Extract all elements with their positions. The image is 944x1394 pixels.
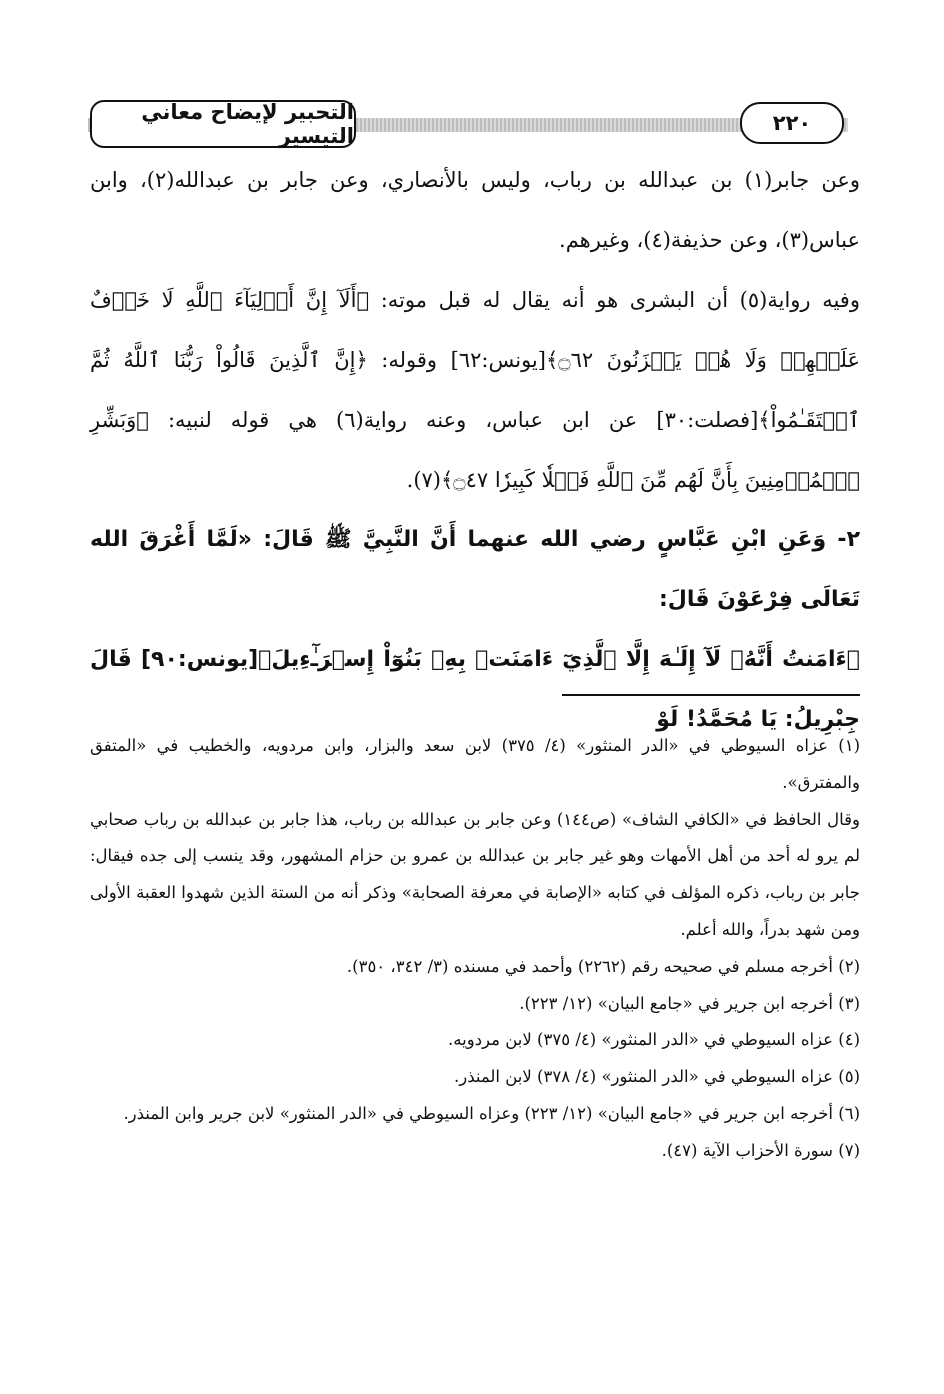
running-header <box>88 96 848 150</box>
footnote-4: (٤) عزاه السيوطي في «الدر المنثور» (٤/ ٣٧٥) لابن مردويه. <box>448 1030 860 1050</box>
footnote-separator <box>562 694 860 696</box>
footnote-3: (٣) أخرجه ابن جرير في «جامع البيان» (١٢/ ٢٢٣). <box>519 993 860 1013</box>
hadith-line-1: ٢- وَعَنِ ابْنِ عَبَّاسٍ رضي الله عنهما أَنَّ النَّبِيَّ ﷺ قَالَ: «لَمَّا أَغْرَقَ الله تَعَالَى فِرْعَوْنَ قَالَ: <box>90 527 860 612</box>
footnote-5: (٥) عزاه السيوطي في «الدر المنثور» (٤/ ٣٧٨) لابن المنذر. <box>453 1067 860 1087</box>
main-text <box>90 150 860 750</box>
footnotes <box>90 728 860 1170</box>
paragraph-2: وفيه رواية(٥) أن البشرى هو أنه يقال له قبل موته: ﴿أَلَآ إِنَّ أَوۡلِيَآءَ ٱللَّهِ لَا خَوۡفٌ عَلَيۡهِمۡ وَلَا هُمۡ يَحۡزَنُونَ ۝٦٢﴾[يونس:٦٢] وقوله: ﴿إِنَّ ٱلَّذِينَ قَالُواْ رَبُّنَا ٱللَّهُ ثُمَّ ٱسۡتَقَـٰمُواْ﴾[فصلت:٣٠] عن ابن عباس، وعنه رواية(٦) هي قوله لنبيه: ﴿وَبَشِّرِ ٱلۡمُؤۡمِنِينَ بِأَنَّ لَهُم مِّنَ ٱللَّهِ فَضۡلٗا كَبِيرٗا ۝٤٧﴾(٧). <box>90 288 861 492</box>
paragraph-1: وعن جابر(١) بن عبدالله بن رباب، وليس بالأنصاري، وعن جابر بن عبدالله(٢)، وابن عباس(٣)، وعن حذيفة(٤)، وغيرهم. <box>90 168 860 252</box>
footnote-1-continued: وقال الحافظ في «الكافي الشاف» (ص١٤٤) وعن جابر بن عبدالله بن رباب، هذا جابر بن عبدالله بن رباب صحابي لم يرو له أحد من أهل الأمهات وهو غير جابر بن عبدالله بن عمرو بن حزام المشهور، وقد ينسب إلى جده فيقال: جابر بن رباب، ذكره المؤلف في كتابه «الإصابة في معرفة الصحابة» وذكر أنه من الستة الذين شهدوا العقبة الأولى ومن شهد بدراً، والله أعلم. <box>90 809 860 939</box>
book-title: التحبير لإيضاح معاني التيسير <box>90 100 356 148</box>
footnote-1: (١) عزاه السيوطي في «الدر المنثور» (٤/ ٣٧٥) لابن سعد والبزار، وابن مردويه، والخطيب في «المتفق والمفترق». <box>90 736 861 792</box>
footnote-2: (٢) أخرجه مسلم في صحيحه رقم (٢٢٦٢) وأحمد في مسنده (٣/ ٣٤٢، ٣٥٠). <box>346 956 860 976</box>
hadith-line-2: ﴿ءَامَنتُ أَنَّهُۥ لَآ إِلَـٰهَ إِلَّا ٱلَّذِيٓ ءَامَنَتۡ بِهِۦ بَنُوٓاْ إِسۡرَـٰٓءِيلَ﴾[يونس:٩٠] قَالَ جِبْرِيلُ: يَا مُحَمَّدُ! لَوْ <box>90 647 860 732</box>
page-number: ٢٢٠ <box>740 102 844 144</box>
footnote-7: (٧) سورة الأحزاب الآية (٤٧). <box>661 1140 860 1160</box>
footnote-6: (٦) أخرجه ابن جرير في «جامع البيان» (١٢/ ٢٢٣) وعزاه السيوطي في «الدر المنثور» لابن جرير وابن المنذر. <box>123 1103 860 1123</box>
